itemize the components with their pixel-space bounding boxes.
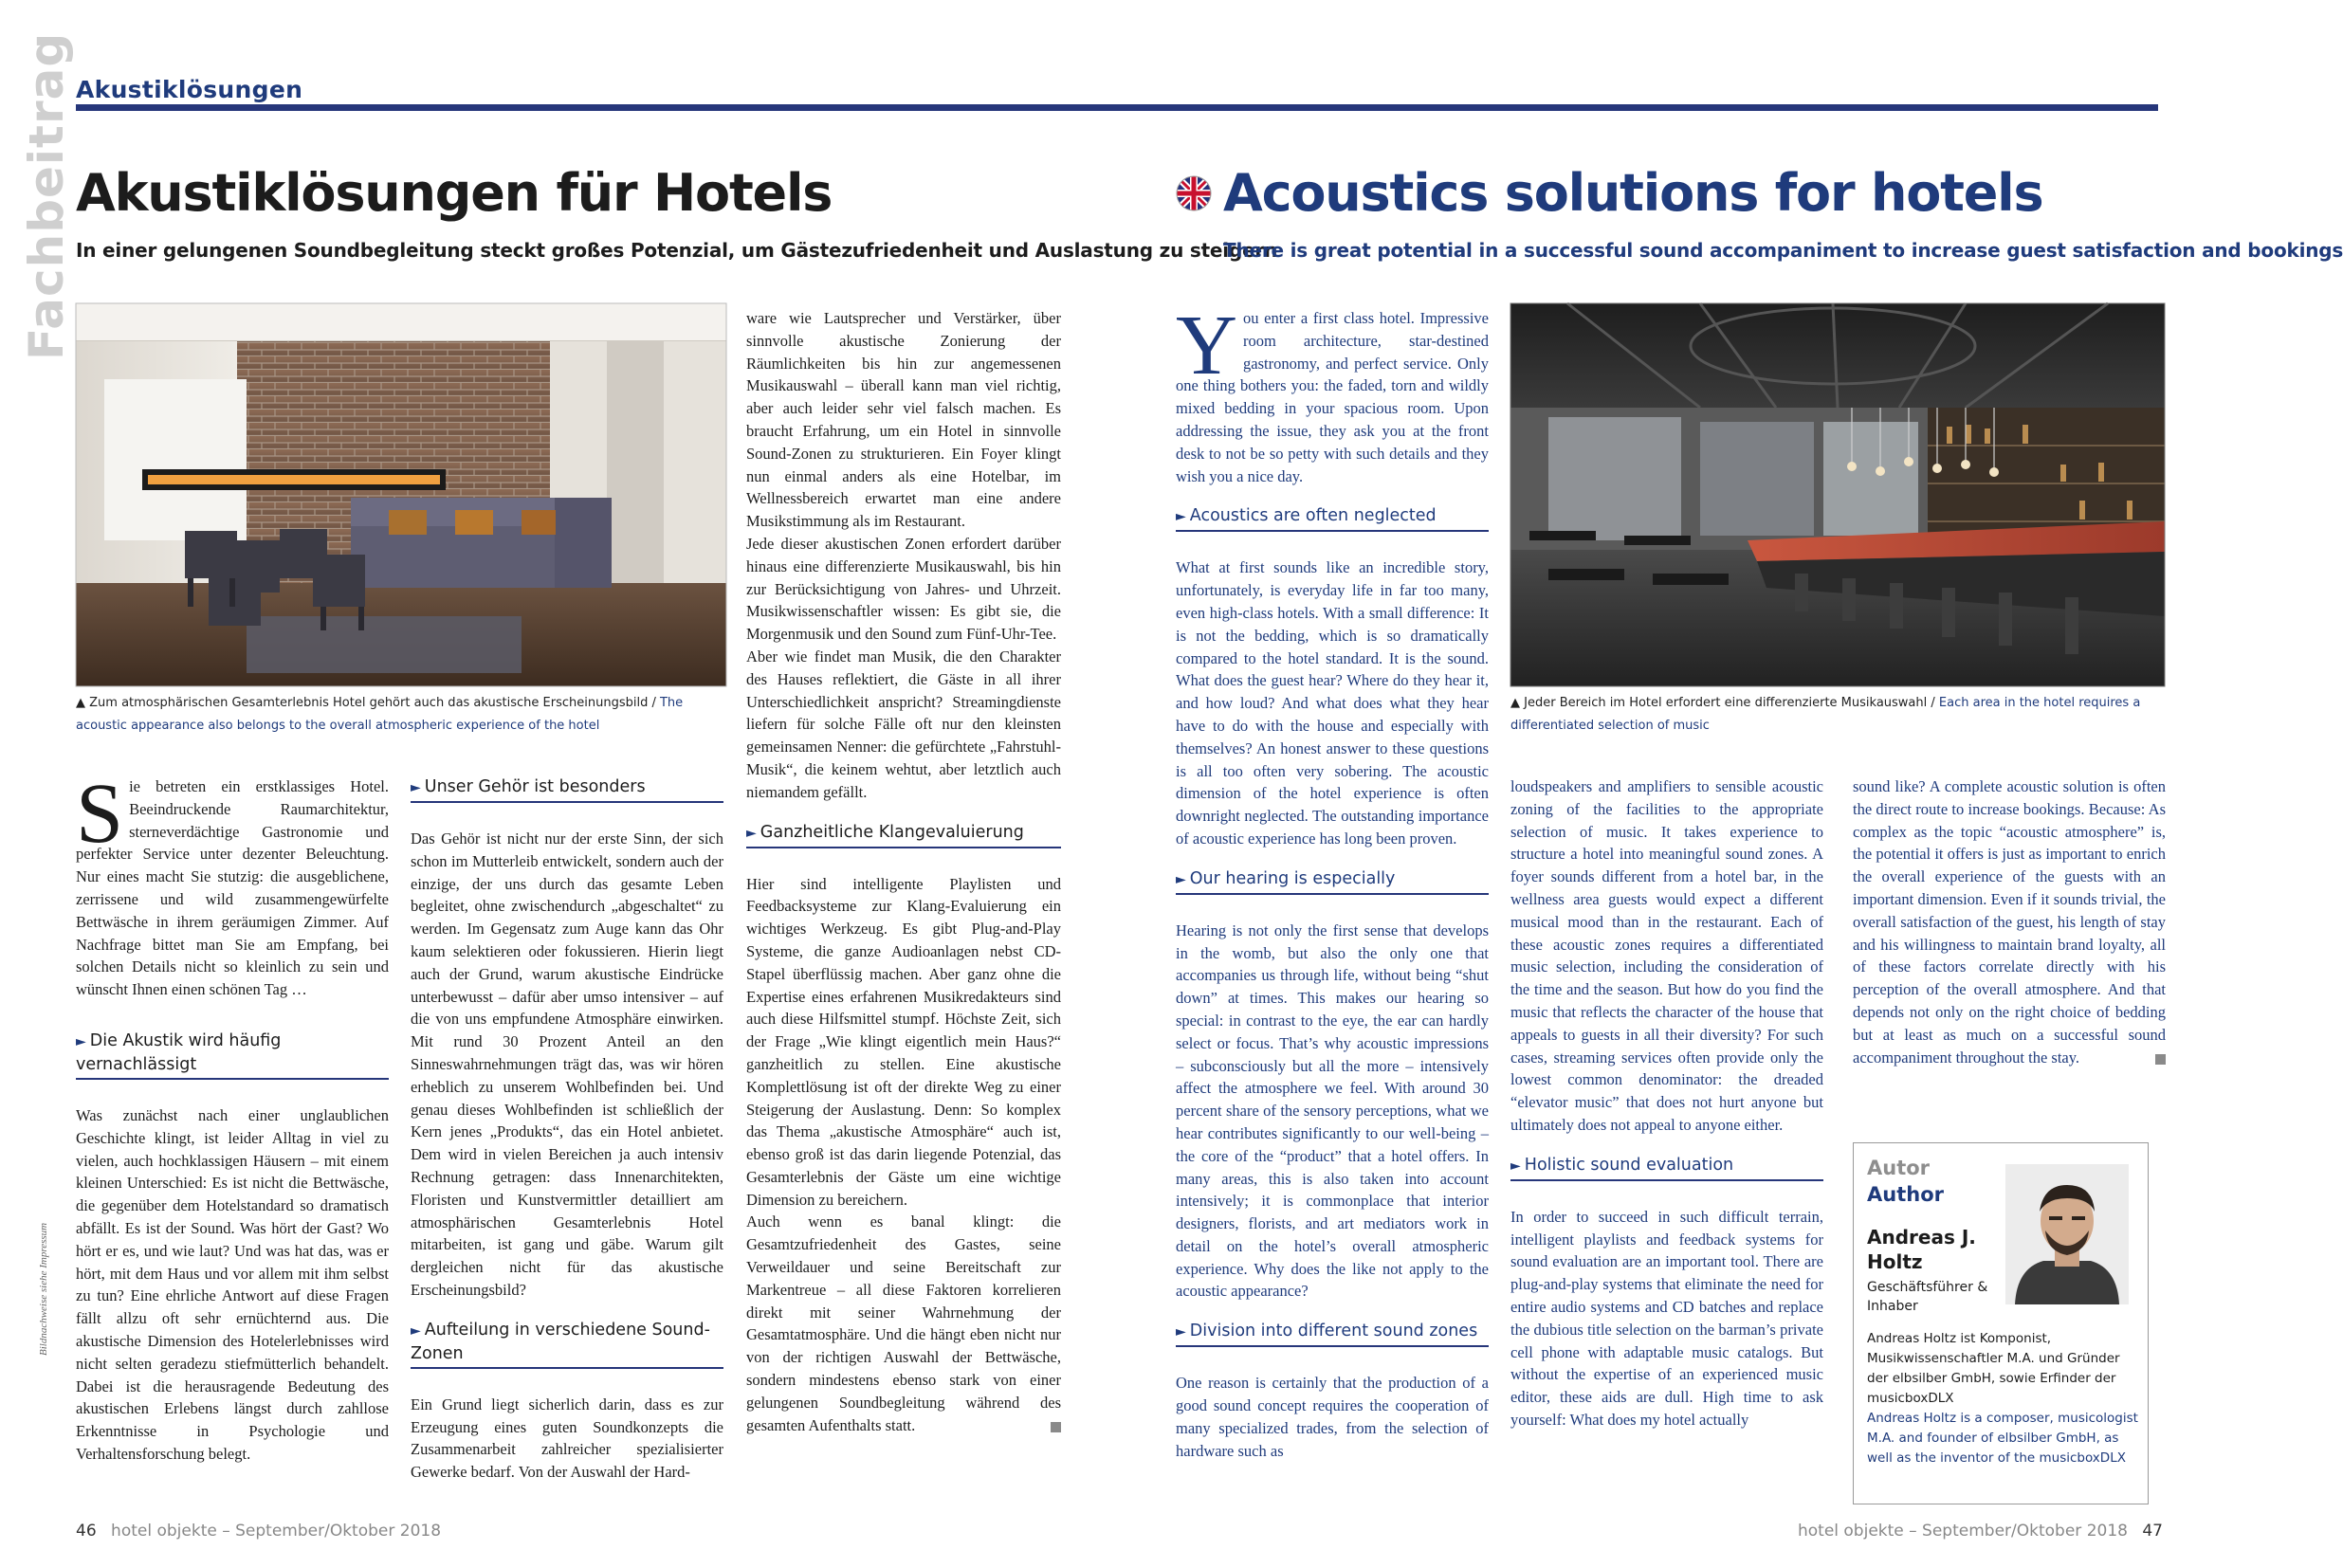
triangle-icon: ► (411, 780, 421, 795)
author-portrait (2005, 1164, 2129, 1304)
en-column-1 (1176, 299, 1489, 1462)
side-label: Fachbeitrag (19, 31, 74, 360)
de-intro: ie betreten ein erstklassiges Hotel. Beeindruckende Raumarchitektur, sterneverdächtige Gastronomie und perfekter Service unter dezenter Beleuchtung. Nur eines macht Sie stutzig: die ausgeblichene, zerrissene und wild zusammengewürfelte Bettwäsche in ihrem geräumigen Zimmer. Auf Nachfrage bittet man Sie am Empfang, bei solchen Details nicht so kleinlich zu sein und wünscht Ihnen einen schönen Tag … (76, 777, 389, 999)
de-akustik-text: Was zunächst nach einer unglaublichen Geschichte klingt, ist leider Alltag in viel zu vielen, auch hochklassigen Häusern – mit einem kleinen Unterschied: Es ist nicht die Bettwäsche, die gegenüber dem Hotelstandard so dramatisch abfällt. Es ist der Sound. Was hört der Gast? Wo hört er es, und wie laut? Und was hat das, was er hört, mit dem Haus und vor allem mit ihm selbst zu tun? Eine ehrliche Antwort auf diese Fragen fällt allzu oft sehr ernüchternd aus. Die akustische Dimension des Hotelerlebnisses wird nicht selten geradezu stiefmütterlich behandelt. Dabei ist die herausragende Bedeutung des akustischen Erlebens längst durch zahllose Erkenntnisse in Psychologie und Verhaltensforschung belegt. (76, 1105, 389, 1463)
triangle-icon: ► (411, 1322, 421, 1339)
en-neglected-text: What at first sounds like an incredible story, unfortunately, is everyday life in far too many, even high-class hotels. With a small difference: It is not the bedding, which is so dramatically compared to the hotel standard. It is the sound. What does the guest hear? Where do they hear it, and how loud? And what does what they hear have to do with the house and especially with themselves? An honest answer to these questions is all too often very sobering. The acoustic dimension of the hotel experience is often downright neglected. The outstanding importance of acoustic experience has long been proven. (1176, 558, 1489, 848)
author-box (1853, 1142, 2149, 1504)
subtitle-de: In einer gelungenen Soundbegleitung steckt großes Potenzial, um Gästezufriedenheit und Auslastung zu steigern (76, 239, 1278, 262)
en-column-3 (1853, 775, 2166, 1068)
footer-magazine-right: hotel objekte – September/Oktober 2018 (1797, 1522, 2128, 1541)
triangle-icon: ► (1176, 1324, 1186, 1340)
en-col4-text: sound like? A complete acoustic solution is often the direct route to increase bookings. Because: As complex as the topic “acoustic atmosphere” is, the potential it offers is just as important to enrich the overall experience of the guests with an important dimension. Even if it sounds trivial, the overall satisfaction of the guest, his length of stay and his willingness to maintain brand loyalty, all of these factors correlate directly with his perception of the overall atmosphere. And that depends not only on the right choice of bedding but at least as much on a successful sound accompaniment throughout the stay. (1853, 777, 2166, 1067)
footer-left (76, 1522, 441, 1541)
subhead-akustik: ► Die Akustik wird häufig vernachlässigt (76, 1030, 389, 1080)
triangle-icon: ► (1176, 871, 1186, 887)
subhead-hearing: ► Our hearing is especially (1176, 867, 1489, 895)
de-klang-text-2: Auch wenn es banal klingt: die Gesamtzufriedenheit des Gastes, seine Verweildauer und seine Bereitschaft zur Markentreue – all diese Faktoren korrelieren direkt mit seiner Wahrnehmung der Gesamtatmosphäre. Und die hängt eben nicht nur von der richtigen Auswahl der Bettwäsche, sondern mindestens ebenso stark von einer gelungenen Soundbegleitung während des gesamten Aufenthalts statt. (746, 1212, 1061, 1434)
de-column-3 (746, 307, 1061, 1436)
drop-cap-de: S (76, 767, 124, 861)
subtitle-en: There is great potential in a successful sound accompaniment to increase guest satisfaction and bookings (1223, 239, 2343, 262)
de-column-1 (76, 767, 389, 1466)
subhead-aufteilung: ► Aufteilung in verschiedene Sound-Zonen (411, 1319, 723, 1369)
footer-magazine-left: hotel objekte – September/Oktober 2018 (111, 1522, 442, 1541)
uk-flag-icon (1176, 175, 1212, 211)
drop-cap-en: Y (1176, 299, 1237, 392)
de-aufteilung-text: Ein Grund liegt sicherlich darin, dass es zur Erzeugung eines guten Soundkonzepts die Zusammenarbeit zahlreicher spezialisierter Gewerke bedarf. Von der Auswahl der Hard- (411, 1395, 723, 1482)
caption-bar (1510, 692, 2165, 738)
section-rubric: Akustiklösungen (76, 76, 303, 103)
caption-lounge-en: The acoustic appearance also belongs to the overall atmospheric experience of the hotel (76, 696, 684, 733)
title-en: Acoustics solutions for hotels (1223, 163, 2043, 223)
de-col3-c: Aber wie findet man Musik, die den Charakter des Hauses reflektiert, die Gäste in all ihrer Unterschiedlichkeit anspricht? Streamingdienste liefern für solche Fälle oft nur den kleinsten gemeinsamen Nenner: die gefürchtete „Fahrstuhl-Musik“, die keinem wehtut, aber letztlich auch niemandem gefällt. (746, 647, 1061, 801)
title-de: Akustiklösungen für Hotels (76, 163, 833, 223)
subhead-division: ► Division into different sound zones (1176, 1320, 1489, 1347)
triangle-icon: ► (746, 825, 757, 841)
bar-photo (1510, 303, 2165, 686)
subhead-klang: ► Ganzheitliche Klangevaluierung (746, 821, 1061, 848)
subhead-gehoer: ► Unser Gehör ist besonders (411, 775, 723, 803)
triangle-icon: ► (1510, 1158, 1521, 1174)
end-mark (1051, 1422, 1061, 1432)
de-klang-text: Hier sind intelligente Playlisten und Feedbacksysteme zur Klang-Evaluierung ein wichtiges Werkzeug. Es gibt Plug-and-Play Systeme, die ganze Audioanlagen nebst CD-Stapel überflüssig machen. Aber ganz ohne die Expertise eines erfahrenen Musikredakteurs sind auch diese Hilfsmittel stumpf. Höchste Zeit, sich der Frage „Wie klingt eigentlich mein Haus?“ ganzheitlich zu stellen. Eine akustische Komplettlösung ist oft der direkte Weg zu einer Steigerung der Auslastung. Denn: So komplex das Thema „akustische Atmosphäre“ auch ist, ebenso groß ist das darin liegende Potenzial, das Gesamterlebnis der Gäste um eine wichtige Dimension zu bereichern. (746, 874, 1061, 1209)
footer-right (1798, 1522, 2163, 1541)
image-credit: Bildnachweise siehe Impressum (38, 1222, 49, 1356)
de-gehoer-text: Das Gehör ist nicht nur der erste Sinn, der sich schon im Mutterleib entwickelt, sondern auch der einzige, der uns durch das gesamte Leben begleitet, ohne zwischendurch „abgeschaltet“ zu werden. Im Gegensatz zum Auge kann das Ohr kaum selektieren oder fokussieren. Hierin liegt auch der Grund, warum akustische Eindrücke unterbewusst – dafür aber umso intensiver – auf die von uns empfundene Atmosphäre einwirken. Mit rund 30 Prozent Anteil an den Sinneswahrnehmungen trägt das, was wir hören erheblich zu unserem Wohlbefinden bei. Und genau dieses Wohlbefinden ist schließlich der Kern jenes „Produkts“, das ein Hotel anbietet. Dem wird in vielen Bereichen ja auch intensiv Rechnung getragen: dass Innenarchitekten, Floristen und Kunstvermittler detailliert am atmosphärischen Gesamterlebnis Hotel mitarbeiten, ist gang und gäbe. Warum gilt dergleichen nicht für das akustische Erscheinungsbild? (411, 830, 723, 1299)
en-hearing-text: Hearing is not only the first sense that develops in the womb, but also the only one that accompanies us through life, without being “shut down” at times. This makes our hearing so special: in contrast to the eye, the ear can hardly select or focus. That’s why acoustic impressions – subconsciously but all the more – intensively affect the atmosphere we feel. With around 30 percent share of the sensory perceptions, what we hear contributes significantly to our well-being – the core of the “product” that a hotel offers. In many areas, this is also taken into account intensively; it is commonplace that interior designers, florists, and art mediators work in detail on the hotel’s overall atmospheric experience. Why does the like not apply to the acoustic appearance? (1176, 921, 1489, 1301)
end-mark (2155, 1054, 2166, 1065)
caption-lounge (76, 692, 726, 738)
author-role: Geschäftsführer & Inhaber (1867, 1280, 1988, 1314)
triangle-icon: ► (76, 1033, 86, 1049)
de-column-2 (411, 775, 723, 1484)
author-name: Andreas J. Holtz (1867, 1226, 1976, 1273)
en-holistic-text: In order to succeed in such difficult terrain, intelligent playlists and feedback systems for sound evaluation are an important tool. There are plug-and-play systems that eliminate the need for entire audio systems and CD batches and replace the dubious title selection on the barman’s private cell phone with adaptable music catalogs. But without the expertise of an experienced music editor, these aids are dull. High time to ask yourself: What does my hotel actually (1510, 1207, 1823, 1429)
caption-bar-de: ▲ Jeder Bereich im Hotel erfordert eine differenzierte Musikauswahl / (1510, 696, 1939, 710)
page-number-right: 47 (2142, 1522, 2163, 1541)
en-col3-text: loudspeakers and amplifiers to sensible acoustic zoning of the facilities to the appropriate selection of music. It takes experience to structure a hotel into meaningful sound zones. A foyer sounds different from a hotel bar, in the wellness area guests would expect a different musical mood than in the restaurant. Each of these acoustic zones requires a differentiated music selection, including the consideration of the time and the season. But how do you find the music that reflects the character of the house that appeals to guests in all their diversity? For such cases, streaming services often provide only the lowest common denominator: the dreaded “elevator music” that does not hurt anyone but ultimately does not appeal to anyone either. (1510, 777, 1823, 1134)
en-division-text: One reason is certainly that the production of a good sound concept requires the cooperation of many specialized trades, from the selection of hardware such as (1176, 1374, 1489, 1460)
page-number-left: 46 (76, 1522, 97, 1541)
author-bio-en: Andreas Holtz is a composer, musicologist M.A. and founder of elbsilber GmbH, as well as the inventor of the musicboxDLX (1867, 1411, 2138, 1466)
author-label-en: Author (1867, 1183, 1944, 1206)
caption-lounge-de: ▲ Zum atmosphärischen Gesamterlebnis Hotel gehört auch das akustische Erscheinungsbild / (76, 696, 660, 710)
triangle-icon: ► (1176, 509, 1186, 525)
author-bio-de: Andreas Holtz ist Komponist, Musikwissenschaftler M.A. und Gründer der elbsilber GmbH, sowie Erfinder der musicboxDLX (1867, 1331, 2120, 1406)
header-rule (76, 104, 2158, 111)
en-column-2 (1510, 775, 1823, 1431)
de-col3-b: Jede dieser akustischen Zonen erfordert darüber hinaus eine differenzierte Musikauswahl, bis hin zur Berücksichtigung von Jahres- und Uhrzeit. Musikwissenschaftler wissen: Es gibt sie, die Morgenmusik und den Sound zum Fünf-Uhr-Tee. (746, 534, 1061, 644)
subhead-neglected: ► Acoustics are often neglected (1176, 504, 1489, 532)
caption-bar-en: Each area in the hotel requires a differentiated selection of music (1510, 696, 2141, 733)
en-intro: ou enter a first class hotel. Impressive room architecture, star-destined gastronomy, and perfect service. Only one thing bothers you: the faded, torn and wildly mixed bedding in your spacious room. Upon addressing the issue, they ask you at the front desk to not be so petty with such details and they wish you a nice day. (1176, 309, 1489, 485)
author-label-de: Autor (1867, 1157, 1931, 1179)
de-col3-a: ware wie Lautsprecher und Verstärker, über sinnvolle akustische Zonierung der Räumlichkeiten bis hin zur angemessenen Musikauswahl – überall kann man viel richtig, aber auch leider sehr viel falsch machen. Es braucht Erfahrung, um ein Hotel in sinnvolle Sound-Zonen zu strukturieren. Ein Foyer klingt nun einmal anders als eine Hotelbar, im Wellnessbereich erwartet man eine andere Musikstimmung als im Restaurant. (746, 309, 1061, 531)
lounge-photo (76, 303, 726, 686)
subhead-holistic: ► Holistic sound evaluation (1510, 1154, 1823, 1181)
